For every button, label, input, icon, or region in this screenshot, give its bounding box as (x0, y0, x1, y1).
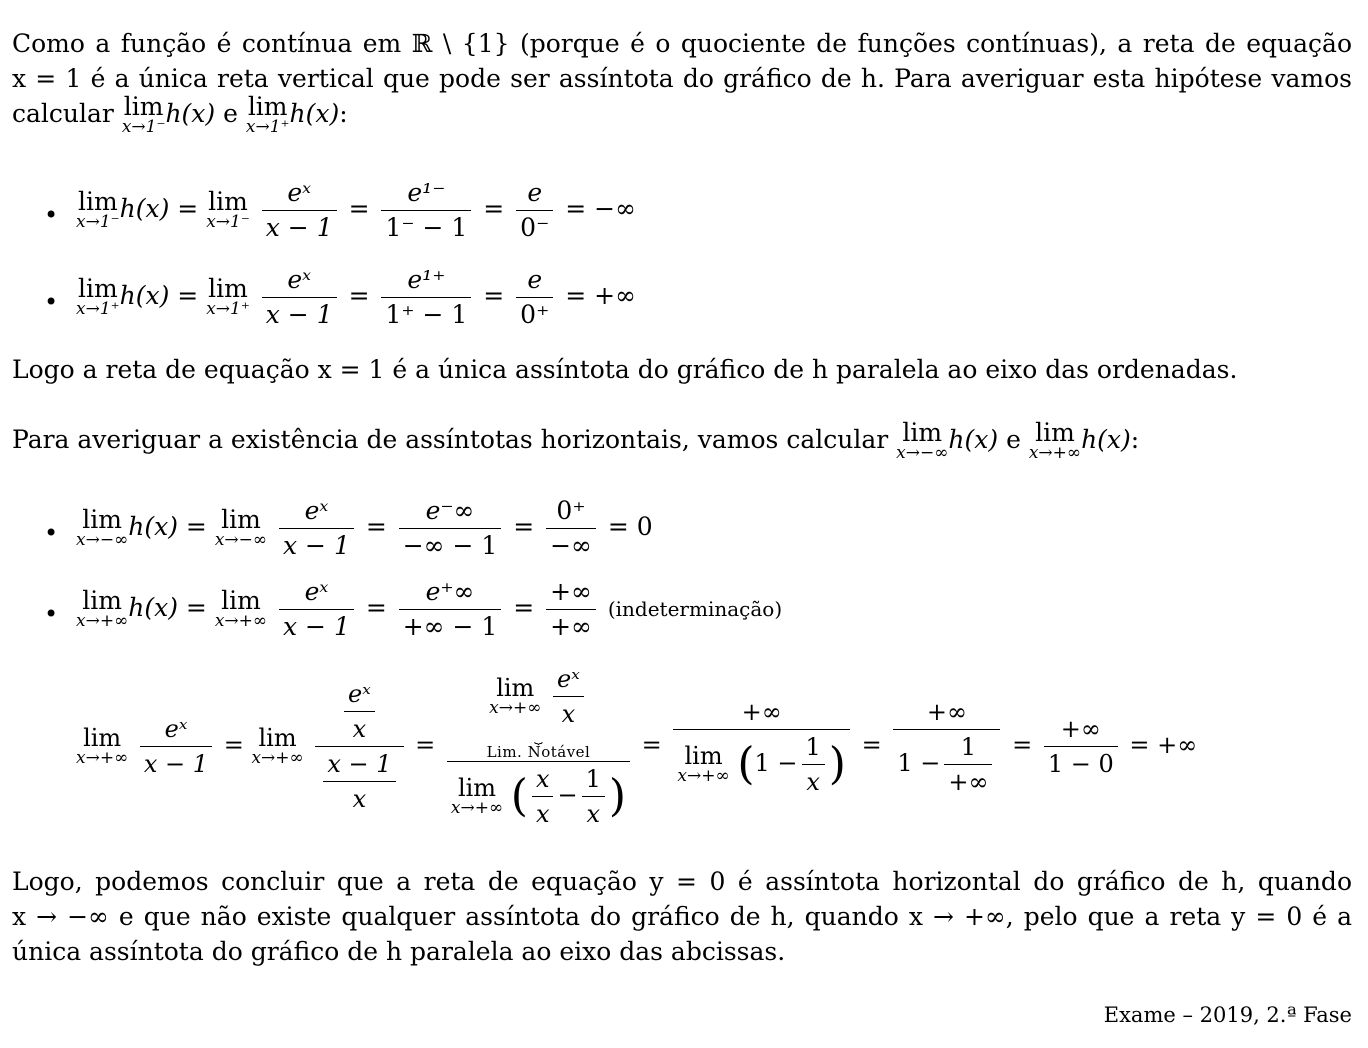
right-paren: ) (608, 770, 627, 822)
lim-sub: x→−∞ (896, 443, 949, 463)
fraction (546, 494, 596, 563)
fraction (262, 263, 337, 332)
h-of-x: h(x) (119, 281, 170, 310)
fraction (381, 176, 471, 245)
numerator: 1 (960, 732, 977, 761)
notable-limit-numerator (447, 662, 630, 761)
lim-word: lim (77, 187, 118, 216)
numerator: e¹⁻ (407, 178, 446, 207)
result: = +∞ (1129, 731, 1198, 759)
denominator (893, 729, 1000, 799)
numerator: e (527, 178, 543, 207)
h-of-x: h(x) (948, 425, 999, 454)
lim-word: lim (77, 274, 118, 303)
lim-sub: x→−∞ (76, 530, 129, 550)
numerator: 0⁺ (556, 496, 586, 525)
bullet-dot: • (44, 519, 59, 547)
denominator: 0⁺ (516, 297, 553, 332)
fraction (323, 747, 395, 816)
fraction (944, 730, 992, 799)
limit-row-plus-inf: lim x→+∞ h(x) = lim x→+∞ $\frac{\text{eˣ}}{x - 1}$ = $\frac{e^+\infty}{+\infty - 1}$ = $\frac{+\infty}{+\infty}$ (indeterminação) (76, 575, 782, 644)
minus-sign: − (557, 781, 578, 809)
h-of-x: h(x) (165, 99, 216, 128)
lim-word: lim (221, 505, 261, 534)
compound-fraction (315, 677, 403, 816)
limit-expr (214, 586, 268, 631)
denominator: 0⁻ (516, 210, 553, 245)
fraction (546, 575, 596, 644)
numerator: eˣ (287, 265, 312, 294)
numerator: eˣ (287, 178, 312, 207)
lim-word: lim (902, 418, 943, 447)
limit-expr (76, 586, 129, 631)
denominator: x − 1 (262, 297, 337, 332)
fraction (381, 263, 471, 332)
h-of-x: h(x) (119, 194, 170, 223)
one-minus: 1 − (754, 748, 798, 777)
limit-expr (214, 505, 268, 550)
lim-sub: x→+∞ (76, 611, 129, 631)
limit-expr (450, 774, 504, 818)
lim-word: lim (208, 274, 248, 303)
limit-right-one (245, 92, 290, 137)
lim-sub: x→+∞ (489, 698, 542, 718)
numerator: x (535, 765, 550, 793)
fraction (1044, 712, 1118, 781)
fraction (279, 494, 354, 563)
denominator: +∞ (546, 609, 596, 644)
fraction (673, 695, 850, 799)
final-conclusion (12, 864, 1352, 969)
h-of-x: h(x) (289, 99, 340, 128)
limit-expr (206, 274, 250, 319)
intro-calcular: calcular (12, 99, 114, 128)
limit-minus-inf (896, 418, 949, 463)
lim-sub: x→1⁺ (206, 299, 250, 319)
limit-plus-inf (1028, 418, 1082, 463)
fraction (399, 494, 502, 563)
lim-word: lim (247, 92, 288, 121)
denominator: x (532, 796, 554, 831)
numerator: +∞ (1060, 715, 1101, 743)
limit-expr (76, 274, 120, 319)
numerator: e⁺∞ (425, 577, 475, 606)
notable-limit-tag: Lim. Notável (486, 743, 591, 761)
limit-expr (76, 187, 120, 232)
left-paren: ( (510, 770, 528, 822)
lim-word: lim (258, 724, 297, 752)
fraction (399, 575, 502, 644)
numerator: e¹⁺ (407, 265, 446, 294)
one-minus: 1 − (897, 748, 941, 777)
fraction (893, 695, 1000, 799)
denominator: x (553, 696, 584, 731)
lim-sub: x→1⁻ (76, 212, 120, 232)
denominator: x − 1 (140, 746, 212, 781)
denominator: x (323, 781, 395, 816)
numerator: eˣ (304, 496, 329, 525)
exam-source: Exame – 2019, 2.ª Fase (1103, 1003, 1352, 1027)
horizontal-intro-text: Para averiguar a existência de assíntotas horizontais, vamos calcular (12, 425, 889, 454)
numerator: eˣ (304, 577, 329, 606)
numerator: eˣ (164, 715, 188, 743)
lim-sub: x→+∞ (76, 748, 129, 768)
denominator: 1 − 0 (1044, 746, 1118, 781)
lim-sub: x→1⁻ (206, 212, 250, 232)
numerator: 1 (805, 732, 821, 761)
limit-left-one (121, 92, 166, 137)
numerator: x − 1 (327, 750, 392, 778)
limit-row-1-minus: lim x→1⁻ h(x) = lim x→1⁻ $\frac{\text{eˣ}}{x - 1}$ = $\frac{\text{e¹⁻}}{1^- - 1}$ = $\frac{e}{0^-}$ = −∞ (76, 176, 636, 245)
right-paren: ) (828, 738, 846, 789)
denominator: +∞ − 1 (399, 609, 502, 644)
lim-word: lim (221, 586, 261, 615)
horizontal-intro (12, 418, 1352, 463)
limit-expr (206, 187, 250, 232)
limit-expr (251, 724, 304, 768)
lim-sub: x→1⁺ (76, 299, 120, 319)
limit-row-1-plus: lim x→1⁺ h(x) = lim x→1⁺ $\frac{\text{eˣ}}{x - 1}$ = $\frac{\text{e¹⁺}}{1^+ - 1}$ = $\frac{e}{0^+}$ = +∞ (76, 263, 636, 332)
big-computation: lim x→+∞ $\frac{\text{eˣ}}{x - 1}$ = lim x→+∞ $\frac{\frac{\text{eˣ}}{x}}{\frac{x - 1}{x}}$ = lim x→+∞ $\frac{\text{eˣ}}{x}$ ⏟ Lim. Notável lim x→+∞ ( $\frac{x}{x}$ − $\frac{1}{x}$ ) = +∞ lim x→+∞ (1 − $\frac{1}{x}$ ) = +∞ 1 − $\frac{1}{+\infty}$ = $\frac{+\infty}{1 - 0}$ = +∞ (76, 662, 1197, 831)
lim-sub: x→+∞ (214, 611, 268, 631)
lim-sub: x→+∞ (450, 798, 504, 818)
denominator: −∞ (546, 528, 596, 563)
notable-limit-fraction (447, 662, 630, 831)
and-word: e (223, 99, 238, 128)
lim-word: lim (496, 674, 535, 702)
vertical-conclusion (12, 352, 1352, 387)
denominator: x − 1 (262, 210, 337, 245)
limit-row-minus-inf: lim x→−∞ h(x) = lim x→−∞ $\frac{\text{eˣ}}{x - 1}$ = $\frac{e^-\infty}{-\infty - 1}$ = $\frac{0^+}{-\infty}$ = 0 (76, 494, 653, 563)
lim-word: lim (1035, 418, 1075, 447)
horizontal-intro-line (12, 418, 1352, 463)
fraction (553, 662, 584, 731)
lim-word: lim (457, 774, 497, 802)
fraction (582, 762, 605, 831)
fraction (532, 762, 554, 831)
denominator: x − 1 (279, 609, 354, 644)
underbrace: ⏟ (534, 729, 543, 745)
numerator: 1 (585, 765, 601, 793)
lim-sub: x→+∞ (677, 765, 730, 786)
intro-line-3 (12, 92, 1352, 137)
compound-numerator (315, 677, 403, 746)
lim-word: lim (123, 92, 164, 121)
intro-paragraph (12, 26, 1352, 136)
numerator: +∞ (926, 697, 967, 726)
intro-line-2: x = 1 é a única reta vertical que pode ser assíntota do gráfico de h. Para averiguar esta hipótese vamos (12, 64, 1352, 93)
final-line-3: única assíntota do gráfico de h paralela ao eixo das abcissas. (12, 937, 786, 966)
vertical-conclusion-text: Logo a reta de equação x = 1 é a única assíntota do gráfico de h paralela ao eixo das ordenadas. (12, 355, 1238, 384)
limit-expr (76, 505, 129, 550)
bullet-dot: • (44, 600, 59, 628)
fraction (516, 176, 553, 245)
final-line-2: x → −∞ e que não existe qualquer assíntota do gráfico de h, quando x → +∞, pelo que a reta y = 0 é a (12, 902, 1352, 931)
denominator: 1⁺ − 1 (381, 297, 471, 332)
lim-sub: x→1⁺ (245, 117, 290, 137)
limit-expr (489, 674, 542, 718)
h-of-x: h(x) (128, 593, 178, 622)
fraction (140, 712, 212, 781)
result: = −∞ (565, 194, 636, 223)
limit-expr (76, 724, 129, 768)
left-paren: ( (737, 738, 755, 789)
denominator: −∞ − 1 (399, 528, 502, 563)
lim-sub: x→1⁻ (121, 117, 166, 137)
denominator: 1⁻ − 1 (381, 210, 471, 245)
colon: : (339, 99, 348, 128)
intro-line-1: Como a função é contínua em ℝ \ {1} (porque é o quociente de funções contínuas), a reta de equação (12, 29, 1352, 58)
lim-word: lim (208, 187, 248, 216)
bullet-dot: • (44, 288, 59, 316)
numerator: eˣ (348, 680, 371, 708)
compound-denominator (315, 746, 403, 816)
lim-word: lim (684, 741, 723, 770)
numerator: eˣ (557, 665, 580, 693)
fraction (516, 263, 553, 332)
lim-word: lim (83, 724, 122, 752)
numerator: e⁻∞ (425, 496, 475, 525)
colon: : (1130, 425, 1140, 454)
bullet-dot: • (44, 201, 59, 229)
h-of-x: h(x) (128, 512, 178, 541)
fraction (262, 176, 337, 245)
denominator: x (802, 764, 825, 799)
denominator: x − 1 (279, 528, 354, 563)
and-word: e (1006, 425, 1021, 454)
denominator: x (344, 711, 375, 746)
h-of-x: h(x) (1081, 425, 1131, 454)
notable-limit-denominator (447, 761, 630, 831)
denominator: +∞ (944, 764, 992, 799)
fraction (344, 677, 375, 746)
result: = 0 (607, 512, 653, 541)
denominator (673, 729, 850, 799)
denominator: x (582, 796, 605, 831)
numerator: e (527, 265, 543, 294)
numerator: +∞ (741, 697, 782, 726)
fraction (279, 575, 354, 644)
lim-word: lim (82, 586, 122, 615)
indeterminacy-note: (indeterminação) (607, 597, 783, 621)
lim-word: lim (82, 505, 122, 534)
final-line-1: Logo, podemos concluir que a reta de equação y = 0 é assíntota horizontal do gráfico de h, quando (12, 867, 1352, 896)
lim-sub: x→+∞ (251, 748, 304, 768)
lim-sub: x→−∞ (214, 530, 268, 550)
numerator: +∞ (550, 577, 592, 606)
result: = +∞ (565, 281, 636, 310)
limit-expr (677, 741, 730, 786)
lim-sub: x→+∞ (1028, 443, 1082, 463)
fraction (802, 730, 825, 799)
